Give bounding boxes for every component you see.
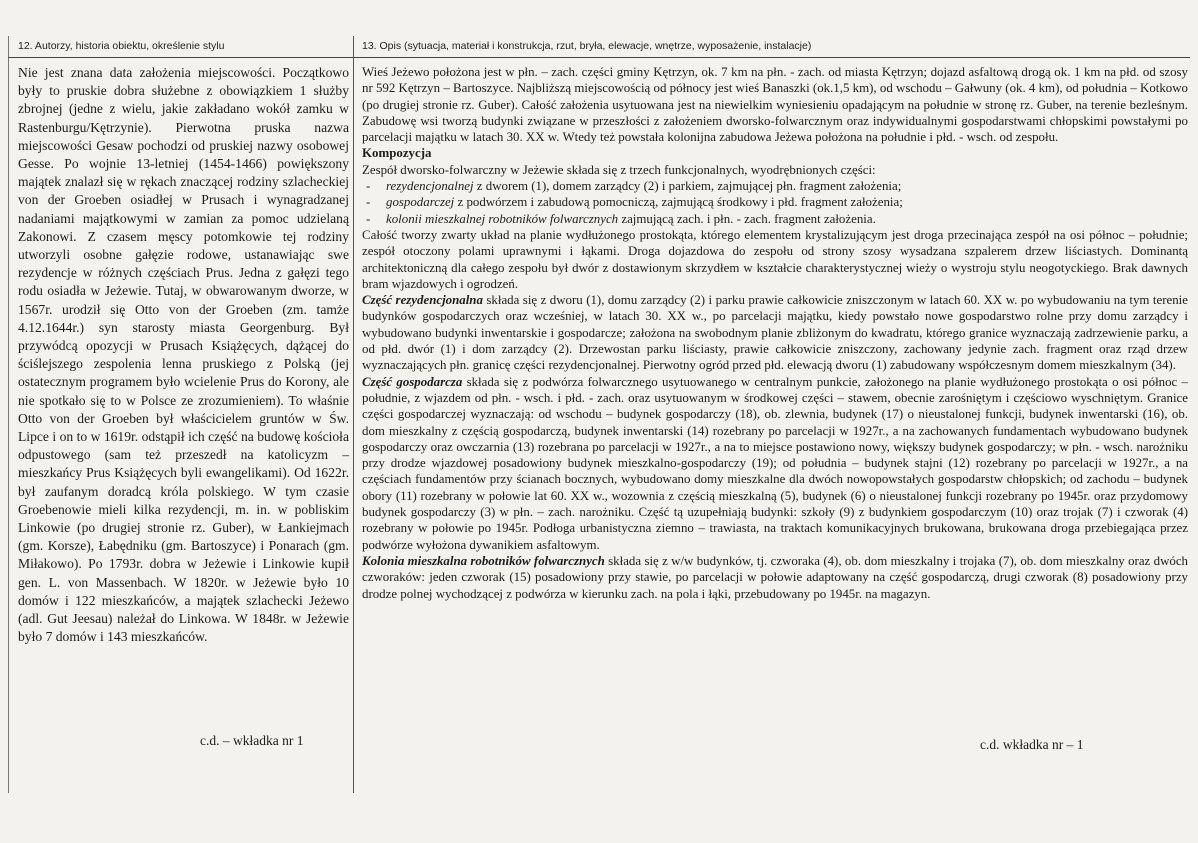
kompozycja-lead: Zespół dworsko-folwarczny w Jeżewie składa się z trzech funkcjonalnych, wyodrębnionych części: [362, 162, 876, 177]
list-item-term: gospodarczej [386, 195, 455, 210]
history-continuation: c.d. – wkładka nr 1 [200, 733, 304, 748]
list-item-text: z podwórzem i zabudową pomocniczą, zajmującą środkowy i płd. fragment założenia; [454, 195, 903, 210]
location-paragraph: Wieś Jeżewo położona jest w płn. – zach. części gminy Kętrzyn, ok. 7 km na płn. - zach. od miasta Kętrzyn; dojazd asfaltową drogą ok. 1 km na płd. od szosy nr 592 Kętrzyn – Bartoszyce. Najbliższą miejscowością od północy jest wieś Banaszki (ok.1,5 km), od wschodu – Gałwuny (ok. 4 km), od południa – Kotkowo (po drugiej stronie rz. Guber). Całość założenia usytuowana jest na niewielkim wyniesieniu opadającym na południe w stronę rz. Guber, na terenie bezleśnym. Zabudowę wsi tworzą budynki związane w przeszłości z założeniem dworsko-folwarcznym oraz indywidualnymi gospodarstwami chłopskimi powstałymi po parcelacji majątku w latach 30. XX w. Wtedy też powstała kolonijna zabudowa Jeżewa położona na południe i płd. - wsch. od zespołu. [362, 65, 1188, 145]
farm-paragraph [362, 374, 1188, 553]
list-item [362, 194, 1188, 210]
history-column [18, 64, 349, 647]
layout-paragraph: Całość tworzy zwarty układ na planie wydłużonego prostokąta, którego elementem krystalizującym jest droga przecinająca zespół na osi północ – południe; zespół otoczony polami uprawnymi i łąkami. Droga dojazdowa do zespołu od strony szosy wysadzana szpalerem drzew liściastych. Dominantą architektoniczną dla całego zespołu był dwór z dostawionym skrzydłem w kształcie charakterystycznej wieży o wystroju stylu neogotyckiego. Brak dawnych bram wjazdowych i ogrodzeń. [362, 227, 1188, 291]
description-column [362, 64, 1188, 602]
parts-list [362, 178, 1188, 227]
colony-text: składa się z w/w budynków, tj. czworaka (4), ob. dom mieszkalny i trojaka (7), ob. dom mieszkalny oraz dwóch czworaków: jeden czworak (15) posadowiony przy stawie, po parcelacji w połowie adaptowany na część gospodarczą, drugi czworak (8) posadowiony przy drodze polnej wychodzącej z podwórza w kierunku zach. na pola i łąki, przebudowany po 1945r. na magazyn. [362, 553, 1188, 601]
list-item-term: rezydencjonalnej [386, 179, 474, 194]
residential-heading: Część rezydencjonalna [362, 293, 483, 308]
list-item [362, 211, 1188, 227]
kompozycja-heading: Kompozycja [362, 146, 432, 161]
list-item [362, 178, 1188, 194]
residential-paragraph [362, 292, 1188, 373]
header-divider [8, 57, 1190, 58]
section-12-header: 12. Autorzy, historia obiektu, określenie stylu [18, 40, 225, 52]
description-continuation: c.d. wkładka nr – 1 [980, 737, 1084, 752]
section-13-header: 13. Opis (sytuacja, materiał i konstrukcja, rzut, bryła, elewacje, wnętrze, wyposażenie, instalacje) [362, 40, 812, 52]
colony-heading: Kolonia mieszkalna robotników folwarcznych [362, 553, 605, 568]
list-item-term: kolonii mieszkalnej robotników folwarcznych [386, 211, 619, 226]
farm-heading: Część gospodarcza [362, 374, 463, 389]
list-dash: - [366, 195, 371, 210]
list-dash: - [366, 211, 371, 226]
list-item-text: z dworem (1), domem zarządcy (2) i parkiem, zajmującej płn. fragment założenia; [473, 179, 902, 194]
column-divider [353, 36, 354, 793]
list-item-text: zajmującą zach. i płn. - zach. fragment założenia. [618, 211, 876, 226]
colony-paragraph [362, 553, 1188, 602]
farm-text: składa się z podwórza folwarcznego usytuowanego w centralnym punkcie, założonego na planie wydłużonego prostokąta o osi północ – południe, z wjazdem od płn. - wsch. i płd. - zach. oraz usytuowanym w środkowej części – stawem, obecnie zarośniętym i częściowo wyschniętym. Granice części gospodarczej wyznaczają: od wschodu – budynek gospodarczy (18), ob. zlewnia, budynek (17) o nieustalonej funkcji, budynek inwentarski (16), ob. dom mieszkalny z częścią gospodarczą, budynek inwentarski (14) rozebrany po parcelacji w 1927r., a na zachowanych fundamentach wybudowano budynek gospodarczy oraz owczarnia (13) rozebrana po parcelacji w 1927r., a na to miejsce postawiono nowy, większy budynek gospodarczy; w płn. - wsch. narożniku przy drodze wjazdowej posadowiony budynek mieszkalno-gospodarczy (19); od południa – budynek stajni (12) rozebrany po parcelacji w 1927r., a na częściach fundamentów przy ścianach bocznych, wybudowano domy mieszkalne dla dwóch nowopowstałych gospodarstw chłopskich; od zachodu – budynek obory (11) rozebrany w połowie lat 60. XX w., wozownia z częścią mieszkalną (5), budynek (6) o nieustalonej funkcji rozebrany po 1945r. oraz przydomowy budynek gospodarczy (3) w płn. – zach. narożniku. Część tą uzupełniają budynki: szkoły (9) z budynkiem gospodarczym (10) oraz trojak (7) i czworak (4) rozebrany w połowie po 1945r. Podłoga urbanistyczna ziemno – trawiasta, na traktach komunikacyjnych brukowana, brukowana droga przebiegająca przez podwórze wyłożona dywanikiem asfaltowym. [362, 374, 1189, 552]
residential-text: składa się z dworu (1), domu zarządcy (2) i parku prawie całkowicie zniszczonym w latach 60. XX w. po wybudowaniu na tym terenie budynków gospodarczych oraz wcześniej, w latach 30. XX w., po parcelacji majątku, kiedy powstało nowe gospodarstwo rolne przy domu zarządcy i wybudowano budynki inwentarskie i gospodarcze; założona na swobodnym planie zbliżonym do kwadratu, którego granice wyznaczają zadrzewienie parku, a od płd. dwór (1) i dom zarządcy (2). Drzewostan parku liściasty, prawie całkowicie zniszczony, zachowany jedynie zach. fragment oraz rząd drzew wyznaczających płn. granicę części rezydencjonalnej. Pierwotny ogród przed płd. elewacją dworu (1) zabudowany współczesnym domem mieszkalnym (34). [362, 293, 1188, 373]
left-frame-line [8, 36, 9, 793]
list-dash: - [366, 179, 371, 194]
history-text: Nie jest znana data założenia miejscowości. Początkowo były to pruskie dobra służebne z obowiązkiem 1 służby zbrojnej (jedne z wielu, jakie zakładano wokół zamku w Rastenburgu/Kętrzynie). Pierwotna pruska nazwa miejscowości Gesaw pochodzi od pruskiej nazwy osobowej Gesse. Po wojnie 13-letniej (1454-1466) powiększony majątek znalazł się w rękach znaczącej rodziny szlacheckiej von der Groeben osiadłej w Prusach i wynagradzanej nadaniami majątkowymi w zamian za pomoc udzielaną Zakonowi. Z czasem męscy potomkowie tej rodziny utworzyli osobne gałęzie rodowe, ustanawiając swe rezydencje w różnych częściach Prus. Jedna z gałęzi tego rodu osiadła w Jeżewie. Tutaj, w obwarowanym dworze, w 1567r. urodził się Otto von der Groeben (zm. tamże 4.12.1644r.) syn starosty miasta Georgenburg. Był przywódcą opozycji w Prusach Książęcych, dążącej do ściślejszego zespolenia lenna pruskiego z Polską (jej ostatecznym programem było wcielenie Prus do Korony, ale nie spotkało się to w Polsce ze zrozumieniem). To właśnie Otto von der Groeben był właścicielem gruntów w Św. Lipce i on to w 1619r. odstąpił ich część na budowę kościoła odpustowego (sam też przeszedł na katolicyzm – mieszkańcy Prus Książęcych byli ewangelikami). Od 1622r. był zaufanym doradcą króla polskiego. W tym czasie Groebenowie mieli kilka rezydencji, m. in. w pobliskim Linkowie (po drugiej stronie rz. Guber), w Łankiejmach (gm. Korsze), Łabędniku (gm. Bartoszyce) i Ponarach (gm. Miłakowo). Po 1793r. dobra w Jeżewie i Linkowie kupił gen. L. von Massenbach. W 1820r. w Jeżewie było 10 domów i 122 mieszkańców, a majątek szlachecki Jeżewo (adl. Gut Jeesau) należał do Linkowa. W 1848r. w Jeżewie było 7 domów i 143 mieszkańców. [18, 65, 349, 645]
